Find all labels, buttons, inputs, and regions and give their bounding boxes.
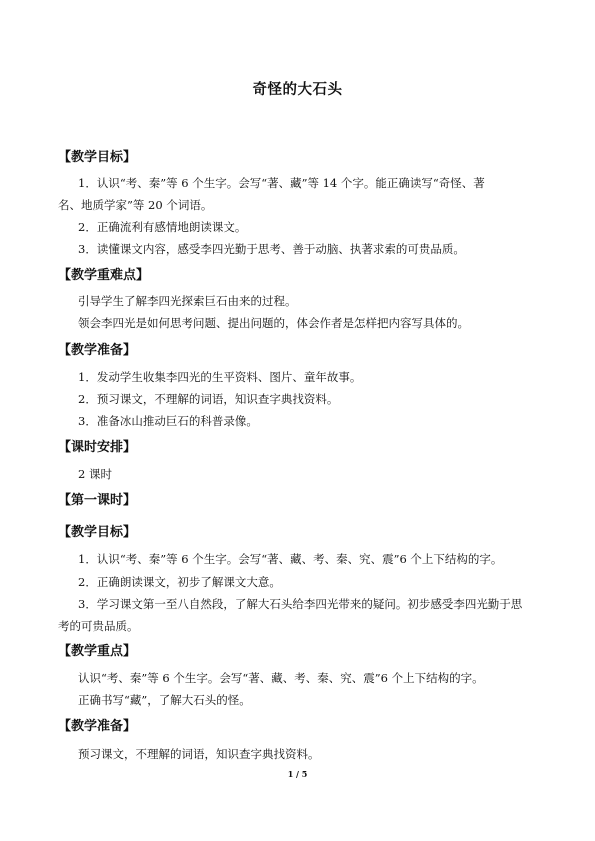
body-line: 2．正确朗读课文，初步了解课文大意。 (78, 575, 281, 589)
section-heading-teaching-goals-lesson1: 【教学目标】 (58, 525, 137, 540)
body-line: 考的可贵品质。 (58, 619, 139, 633)
document-title: 奇怪的大石头 (252, 82, 343, 98)
body-line: 正确书写“藏”，了解大石头的怪。 (78, 693, 251, 707)
body-line: 名、地质学家”等 20 个词语。 (58, 198, 213, 212)
body-line: 3．准备冰山推动巨石的科普录像。 (78, 414, 258, 428)
body-line: 3．读懂课文内容，感受李四光勤于思考、善于动脑、执著求索的可贵品质。 (78, 242, 465, 256)
section-heading-key-points: 【教学重点】 (58, 644, 137, 659)
section-heading-preparation: 【教学准备】 (58, 343, 137, 358)
body-line: 3．学习课文第一至八自然段，了解大石头给李四光带来的疑问。初步感受李四光勤于思 (78, 597, 523, 611)
body-line: 引导学生了解李四光探索巨石由来的过程。 (78, 294, 297, 308)
body-line: 1．认识“考、秦”等 6 个生字。会写“著、藏”等 14 个字。能正确读写“奇怪、著 (78, 176, 485, 190)
body-line: 2 课时 (78, 467, 112, 481)
section-heading-teaching-goals: 【教学目标】 (58, 150, 137, 165)
body-line: 认识“考、秦”等 6 个生字。会写“著、藏、考、秦、究、震”6 个上下结构的字。 (78, 671, 484, 685)
body-line: 2．正确流利有感情地朗读课文。 (78, 220, 247, 234)
section-heading-first-lesson: 【第一课时】 (58, 493, 137, 508)
body-line: 1．认识“考、秦”等 6 个生字。会写“著、藏、考、秦、究、震”6 个上下结构的字。 (78, 552, 503, 566)
page-number: 1 / 5 (287, 769, 308, 779)
body-line: 预习课文，不理解的词语，知识查字典找资料。 (78, 747, 320, 761)
body-line: 1．发动学生收集李四光的生平资料、图片、童年故事。 (78, 370, 362, 384)
body-line: 2．预习课文，不理解的词语，知识查字典找资料。 (78, 392, 339, 406)
body-line: 领会李四光是如何思考问题、提出问题的，体会作者是怎样把内容写具体的。 (78, 316, 469, 330)
section-heading-preparation-lesson1: 【教学准备】 (58, 719, 137, 734)
section-heading-schedule: 【课时安排】 (58, 440, 137, 455)
section-heading-key-difficulties: 【教学重难点】 (58, 268, 150, 283)
